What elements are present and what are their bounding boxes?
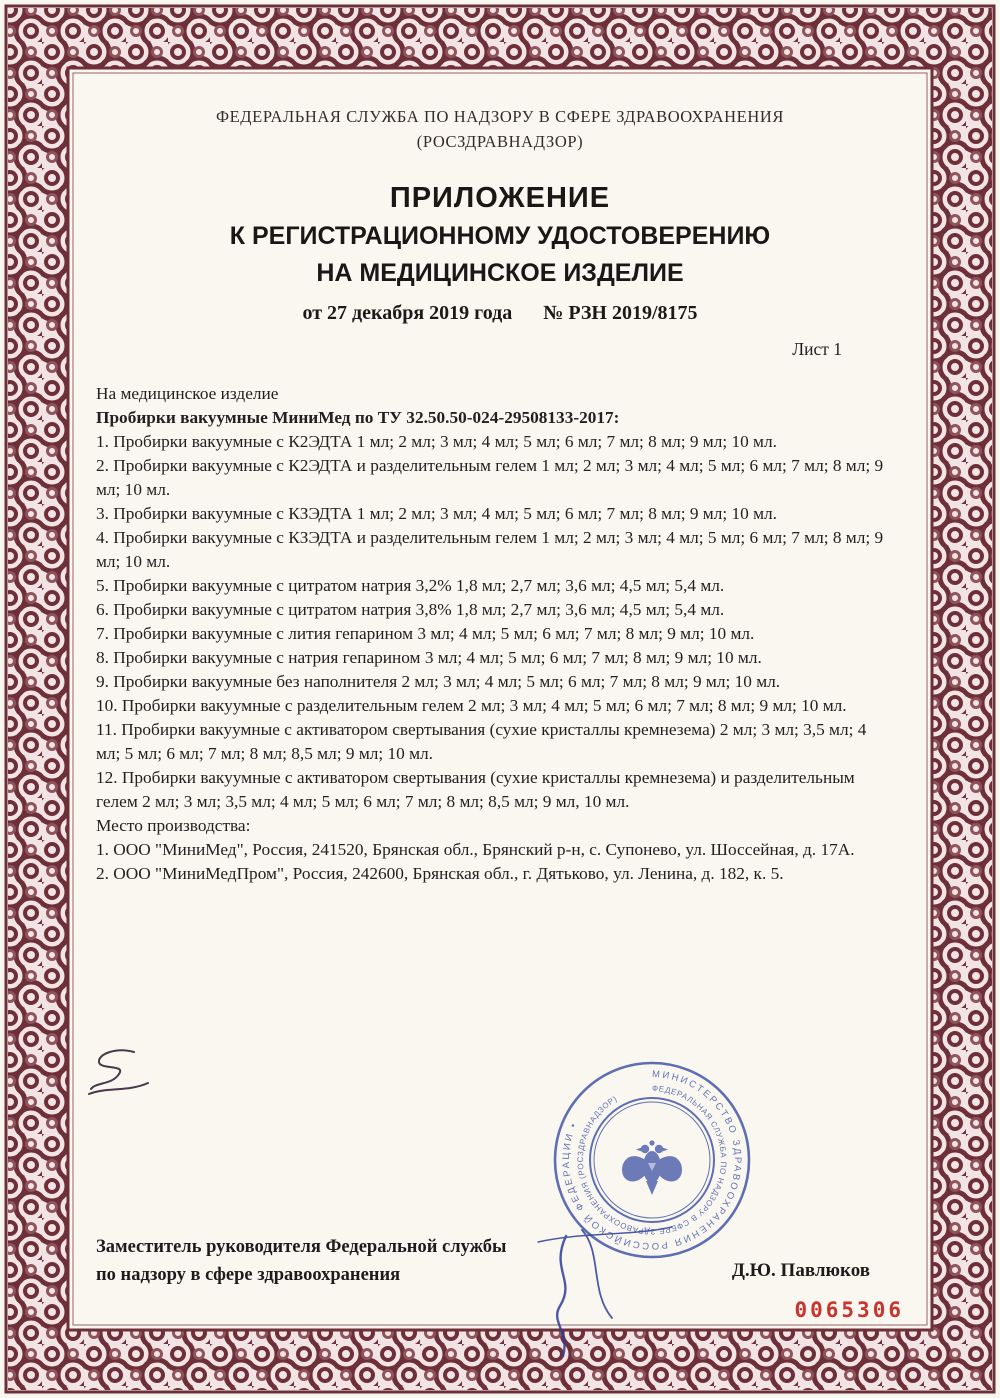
agency-name: ФЕДЕРАЛЬНАЯ СЛУЖБА ПО НАДЗОРУ В СФЕРЕ ЗДРАВООХРАНЕНИЯ <box>215 107 785 126</box>
signatory-position-line-1: Заместитель руководителя Федеральной службы <box>96 1237 507 1257</box>
agency-short-name: (РОСЗДРАВНАДЗОР) <box>416 132 584 151</box>
serial-number: 0065306 <box>794 1298 904 1322</box>
title-line-2: К РЕГИСТРАЦИОННОМУ УДОСТОВЕРЕНИЮ <box>229 222 771 250</box>
agency-header <box>96 104 904 154</box>
product-item: 8. Пробирки вакуумные с натрия гепарином 3 мл; 4 мл; 5 мл; 6 мл; 7 мл; 8 мл; 9 мл; 10 мл. <box>96 648 762 667</box>
intro-line: На медицинское изделие <box>96 384 279 403</box>
stamp-outer-ring-text: МИНИСТЕРСТВО ЗДРАВООХРАНЕНИЯ РОССИЙСКОЙ ФЕДЕРАЦИИ • <box>560 1068 743 1252</box>
handwritten-mark <box>84 1044 156 1102</box>
product-item: 2. Пробирки вакуумные с К2ЭДТА и разделительным гелем 1 мл; 2 мл; 3 мл; 4 мл; 5 мл; 6 мл; 7 мл; 8 мл; 9 мл; 10 мл. <box>96 456 884 499</box>
product-item: 6. Пробирки вакуумные с цитратом натрия 3,8% 1,8 мл; 2,7 мл; 3,6 мл; 4,5 мл; 5,4 мл. <box>96 600 725 619</box>
product-item: 4. Пробирки вакуумные с КЗЭДТА и разделительным гелем 1 мл; 2 мл; 3 мл; 4 мл; 5 мл; 6 мл; 7 мл; 8 мл; 9 мл; 10 мл. <box>96 528 884 571</box>
product-item: 5. Пробирки вакуумные с цитратом натрия 3,2% 1,8 мл; 2,7 мл; 3,6 мл; 4,5 мл; 5,4 мл. <box>96 576 725 595</box>
product-item: 9. Пробирки вакуумные без наполнителя 2 мл; 3 мл; 4 мл; 5 мл; 6 мл; 7 мл; 8 мл; 9 мл; 10 мл. <box>96 672 781 691</box>
stamp-inner-ring-text: ФЕДЕРАЛЬНАЯ СЛУЖБА ПО НАДЗОРУ В СФЕРЕ ЗДРАВООХРАНЕНИЯ (РОСЗДРАВНАДЗОР) <box>575 1083 728 1237</box>
document-body <box>96 382 886 886</box>
registration-date: от 27 декабря 2019 года <box>302 302 513 324</box>
double-headed-eagle-icon <box>622 1140 682 1195</box>
producer-item: 1. ООО "МиниМед", Россия, 241520, Брянская обл., Брянский р-н, с. Супонево, ул. Шоссейная, д. 17А. <box>96 840 855 859</box>
registration-number: № РЗН 2019/8175 <box>543 302 698 324</box>
document-title <box>96 178 904 292</box>
signatory-position-line-2: по надзору в сфере здравоохранения <box>96 1265 401 1285</box>
product-title: Пробирки вакуумные МиниМед по ТУ 32.50.50-024-29508133-2017: <box>96 408 620 427</box>
registration-date-line <box>96 302 904 325</box>
sheet-number: Лист 1 <box>792 339 842 359</box>
product-item: 7. Пробирки вакуумные с лития гепарином 3 мл; 4 мл; 5 мл; 6 мл; 7 мл; 8 мл; 9 мл; 10 мл. <box>96 624 755 643</box>
product-item: 1. Пробирки вакуумные с К2ЭДТА 1 мл; 2 мл; 3 мл; 4 мл; 5 мл; 6 мл; 7 мл; 8 мл; 9 мл; 10 мл. <box>96 432 777 451</box>
title-line-3: НА МЕДИЦИНСКОЕ ИЗДЕЛИЕ <box>316 259 684 287</box>
signature-ink <box>520 1220 730 1365</box>
product-item: 10. Пробирки вакуумные с разделительным гелем 2 мл; 3 мл; 4 мл; 5 мл; 6 мл; 7 мл; 8 мл; 9 мл; 10 мл. <box>96 696 847 715</box>
production-site-label: Место производства: <box>96 816 251 835</box>
document-content <box>96 104 904 886</box>
producer-item: 2. ООО "МиниМедПром", Россия, 242600, Брянская обл., г. Дятьково, ул. Ленина, д. 182, к. 5. <box>96 864 784 883</box>
product-item: 12. Пробирки вакуумные с активатором свертывания (сухие кристаллы кремнезема) и разделительным гелем 2 мл; 3 мл; 3,5 мл; 4 мл; 5 мл; 6 мл; 7 мл; 8 мл; 8,5 мл; 9 мл, 10 мл. <box>96 768 855 811</box>
signatory-position <box>96 1233 506 1289</box>
product-item: 11. Пробирки вакуумные с активатором свертывания (сухие кристаллы кремнезема) 2 мл; 3 мл; 3,5 мл; 4 мл; 5 мл; 6 мл; 7 мл; 8 мл; 8,5 мл; 9 мл; 10 мл. <box>96 720 867 763</box>
title-line-1: ПРИЛОЖЕНИЕ <box>389 182 611 214</box>
product-item: 3. Пробирки вакуумные с КЗЭДТА 1 мл; 2 мл; 3 мл; 4 мл; 5 мл; 6 мл; 7 мл; 8 мл; 9 мл; 10 мл. <box>96 504 777 523</box>
signatory-name: Д.Ю. Павлюков <box>731 1260 870 1281</box>
